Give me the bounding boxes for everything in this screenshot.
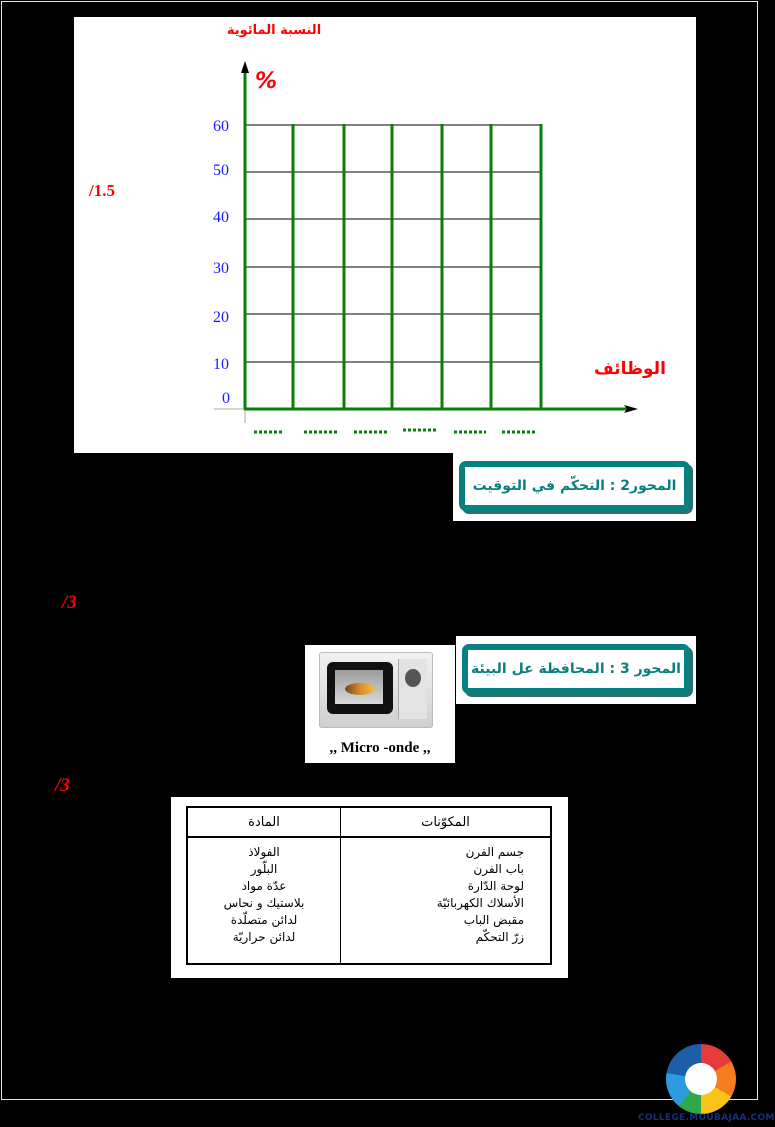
- component-item: زرّ التحكّم: [475, 930, 524, 944]
- y-axis-arrow: [241, 61, 249, 73]
- material-item: لدائن متصلّدة: [230, 913, 298, 927]
- chart-panel: [74, 17, 696, 453]
- component-item: باب الفرن: [473, 862, 524, 876]
- material-item: البلّور: [250, 862, 278, 876]
- svg-text:30: 30: [213, 260, 229, 277]
- svg-text:10: 10: [213, 356, 229, 373]
- site-logo-text: COLLEGE.MOUBAJAA.COM: [638, 1113, 775, 1123]
- materials-column: [187, 837, 341, 964]
- chart-title: النسبة المائوية: [226, 23, 322, 38]
- component-item: مقبض الباب: [463, 913, 524, 927]
- materials-table: [186, 806, 552, 965]
- svg-text:0: 0: [222, 390, 230, 407]
- axis3-label: المحور 3 : المحافظة عل البيئة: [468, 650, 684, 688]
- header-components: المكوّنات: [341, 807, 552, 837]
- svg-text:20: 20: [213, 309, 229, 326]
- axis2-label: المحور2 : التحكّم في التوقيت: [465, 467, 684, 505]
- axis3-header: [456, 636, 696, 704]
- section3-score: /3: [55, 775, 70, 796]
- material-item: لدائن حراريّة: [232, 930, 296, 944]
- material-item: بلاستيك و نحاس: [223, 896, 305, 910]
- component-item: جسم الفرن: [465, 845, 524, 859]
- x-axis-label: الوظائف: [594, 359, 666, 379]
- site-logo-icon: [666, 1044, 736, 1114]
- microwave-caption: ,, Micro -onde ,,: [329, 740, 431, 756]
- components-column: [341, 837, 552, 964]
- microwave-figure: [305, 645, 455, 763]
- material-item: عدّة مواد: [241, 879, 287, 893]
- svg-text:60: 60: [213, 118, 229, 135]
- svg-text:50: 50: [213, 162, 229, 179]
- microwave-image: [319, 652, 433, 728]
- svg-text:40: 40: [213, 209, 229, 226]
- header-material: المادة: [187, 807, 341, 837]
- component-item: الأسلاك الكهربائيّة: [436, 896, 524, 910]
- category-blanks: [254, 430, 536, 432]
- materials-table-card: [171, 797, 568, 978]
- bar-chart-grid: [74, 17, 696, 453]
- axis2-header: [453, 453, 696, 521]
- material-item: الفولاذ: [248, 845, 280, 859]
- y-unit-label: %: [255, 69, 278, 94]
- section2-score: /3: [62, 592, 77, 613]
- component-item: لوحة الدّارة: [467, 879, 524, 893]
- y-tick-labels: [213, 118, 230, 407]
- chart-score: /1.5: [89, 181, 115, 200]
